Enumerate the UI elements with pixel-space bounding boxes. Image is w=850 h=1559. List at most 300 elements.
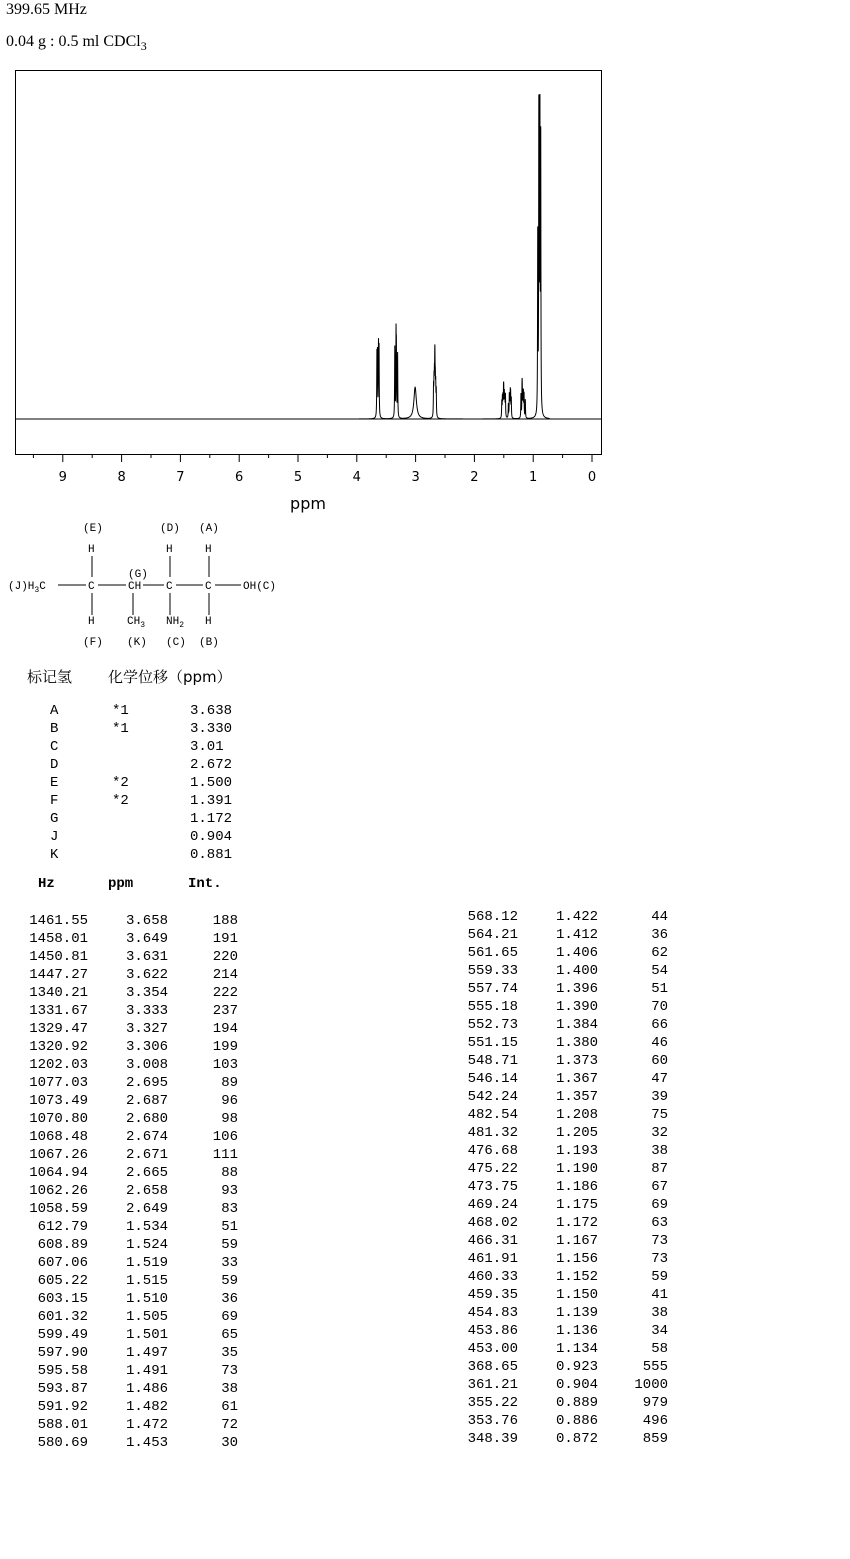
peak-intensity: 30	[221, 1435, 238, 1451]
shift-row	[50, 846, 232, 864]
peak-intensity: 36	[651, 927, 668, 943]
peak-row	[18, 1092, 238, 1110]
peak-row	[448, 1160, 668, 1178]
peak-ppm: 1.150	[555, 1287, 598, 1303]
peak-table-header	[38, 876, 222, 892]
peak-hz: 361.21	[467, 1377, 518, 1393]
peak-hz: 603.15	[37, 1291, 88, 1307]
peak-ppm: 1.412	[555, 927, 598, 943]
shift-row	[50, 738, 232, 756]
peak-ppm: 2.687	[125, 1093, 168, 1109]
peak-ppm: 1.186	[555, 1179, 598, 1195]
peak-row	[448, 926, 668, 944]
peak-intensity: 73	[651, 1233, 668, 1249]
peak-hz: 1067.26	[29, 1147, 88, 1163]
peak-hz: 460.33	[467, 1269, 518, 1285]
peak-hz: 1058.59	[29, 1201, 88, 1217]
peak-intensity: 67	[651, 1179, 668, 1195]
peak-hz: 595.58	[37, 1363, 88, 1379]
peak-hz: 461.91	[467, 1251, 518, 1267]
x-tick-label: 6	[235, 470, 244, 485]
peak-intensity: 194	[212, 1021, 238, 1037]
col-chemical-shift: 化学位移（ppm）	[108, 668, 232, 686]
peak-intensity: 41	[651, 1287, 668, 1303]
peak-list-right	[448, 908, 668, 1448]
peak-hz: 481.32	[467, 1125, 518, 1141]
shift-row	[50, 828, 232, 846]
shift-row	[50, 810, 232, 828]
peak-row	[448, 1322, 668, 1340]
peak-intensity: 59	[221, 1237, 238, 1253]
peak-row	[18, 1416, 238, 1434]
peak-intensity: 75	[651, 1107, 668, 1123]
peak-ppm: 1.400	[555, 963, 598, 979]
shift-note: *2	[112, 793, 129, 809]
peak-intensity: 70	[651, 999, 668, 1015]
peak-ppm: 1.396	[555, 981, 598, 997]
peak-row	[448, 1034, 668, 1052]
peak-ppm: 1.380	[555, 1035, 598, 1051]
shift-value: 0.904	[190, 829, 233, 845]
peak-row	[448, 1430, 668, 1448]
peak-intensity: 72	[221, 1417, 238, 1433]
peak-ppm: 1.193	[555, 1143, 598, 1159]
peak-intensity: 46	[651, 1035, 668, 1051]
peak-ppm: 1.139	[555, 1305, 598, 1321]
peak-ppm: 3.631	[125, 949, 168, 965]
ch3-group: $CH_3$	[127, 616, 146, 630]
shift-label: C	[50, 739, 59, 755]
peak-ppm: 1.472	[125, 1417, 168, 1433]
x-tick-label: 9	[58, 470, 67, 485]
peak-hz: 1062.26	[29, 1183, 88, 1199]
peak-hz: 453.00	[467, 1341, 518, 1357]
peak-row	[18, 1146, 238, 1164]
peak-intensity: 555	[642, 1359, 668, 1375]
peak-row	[448, 980, 668, 998]
peak-ppm: 2.658	[125, 1183, 168, 1199]
peak-hz: 557.74	[467, 981, 518, 997]
peak-row	[18, 1236, 238, 1254]
peak-hz: 355.22	[467, 1395, 518, 1411]
peak-hz: 564.21	[467, 927, 518, 943]
label-b: (B)	[199, 637, 219, 649]
peak-row	[448, 1250, 668, 1268]
peak-hz: 1068.48	[29, 1129, 88, 1145]
peak-hz: 552.73	[467, 1017, 518, 1033]
peak-intensity: 496	[642, 1413, 668, 1429]
peak-ppm: 1.134	[555, 1341, 598, 1357]
label-f: (F)	[83, 637, 103, 649]
peak-ppm: 1.208	[555, 1107, 598, 1123]
shift-value: 1.500	[190, 775, 233, 791]
peak-ppm: 1.515	[125, 1273, 168, 1289]
peak-ppm: 2.671	[125, 1147, 168, 1163]
shift-value: 0.881	[190, 847, 233, 863]
shift-row	[50, 702, 232, 720]
peak-intensity: 69	[221, 1309, 238, 1325]
peak-row	[448, 1304, 668, 1322]
peak-row	[448, 1214, 668, 1232]
peak-ppm: 0.889	[555, 1395, 598, 1411]
peak-ppm: 2.680	[125, 1111, 168, 1127]
peak-intensity: 89	[221, 1075, 238, 1091]
peak-row	[448, 1394, 668, 1412]
x-axis-ticks	[33, 454, 592, 462]
peak-hz: 1458.01	[29, 931, 88, 947]
shift-row	[50, 774, 232, 792]
peak-row	[18, 912, 238, 930]
peak-row	[18, 1326, 238, 1344]
shift-note: *2	[112, 775, 129, 791]
peak-row	[448, 1142, 668, 1160]
x-tick-label: 3	[411, 470, 420, 485]
peak-row	[448, 908, 668, 926]
peak-ppm: 1.190	[555, 1161, 598, 1177]
x-tick-label: 0	[587, 470, 597, 485]
peak-ppm: 0.886	[555, 1413, 598, 1429]
header-int: Int.	[188, 876, 222, 892]
solvent-subscript: 3	[140, 39, 147, 53]
peak-row	[448, 998, 668, 1016]
peak-hz: 588.01	[37, 1417, 88, 1433]
shift-value: 1.391	[190, 793, 233, 809]
peak-intensity: 61	[221, 1399, 238, 1415]
peak-ppm: 1.534	[125, 1219, 168, 1235]
peak-hz: 1320.92	[29, 1039, 88, 1055]
peak-row	[448, 1178, 668, 1196]
peak-row	[448, 1340, 668, 1358]
peak-intensity: 36	[221, 1291, 238, 1307]
shift-table-header	[27, 666, 232, 687]
peak-intensity: 103	[212, 1057, 238, 1073]
shift-label: F	[50, 793, 59, 809]
peak-ppm: 1.367	[555, 1071, 598, 1087]
peak-row	[18, 1398, 238, 1416]
peak-hz: 1073.49	[29, 1093, 88, 1109]
peak-ppm: 1.453	[125, 1435, 168, 1451]
peak-ppm: 0.904	[555, 1377, 598, 1393]
peak-hz: 599.49	[37, 1327, 88, 1343]
shift-label: E	[50, 775, 59, 791]
shift-label: B	[50, 721, 59, 737]
peak-row	[448, 1376, 668, 1394]
peak-row	[448, 1286, 668, 1304]
peak-row	[18, 1056, 238, 1074]
peak-ppm: 1.390	[555, 999, 598, 1015]
peak-ppm: 1.175	[555, 1197, 598, 1213]
peak-row	[18, 1218, 238, 1236]
peak-hz: 605.22	[37, 1273, 88, 1289]
peak-ppm: 1.373	[555, 1053, 598, 1069]
h-atom-e: H	[88, 544, 95, 556]
peak-ppm: 3.008	[125, 1057, 168, 1073]
peak-row	[18, 966, 238, 984]
spectrometer-frequency: 399.65 MHz	[6, 1, 87, 18]
peak-ppm: 3.354	[125, 985, 168, 1001]
solvent-text: 0.04 g : 0.5 ml CDCl	[6, 33, 141, 50]
peak-intensity: 62	[651, 945, 668, 961]
peak-hz: 607.06	[37, 1255, 88, 1271]
peak-intensity: 34	[651, 1323, 668, 1339]
peak-row	[18, 984, 238, 1002]
peak-intensity: 33	[221, 1255, 238, 1271]
peak-hz: 1202.03	[29, 1057, 88, 1073]
label-e: (E)	[83, 523, 103, 535]
peak-intensity: 111	[212, 1147, 238, 1163]
peak-ppm: 3.658	[125, 913, 168, 929]
x-tick-label: 5	[293, 470, 303, 485]
x-axis-tick-labels	[59, 470, 596, 485]
peak-intensity: 65	[221, 1327, 238, 1343]
peak-row	[448, 1070, 668, 1088]
peak-intensity: 59	[651, 1269, 668, 1285]
peak-hz: 475.22	[467, 1161, 518, 1177]
shift-label: G	[50, 811, 59, 827]
peak-ppm: 1.497	[125, 1345, 168, 1361]
sample-concentration	[6, 33, 147, 54]
peak-hz: 453.86	[467, 1323, 518, 1339]
shift-value: 3.638	[190, 703, 233, 719]
peak-ppm: 1.406	[555, 945, 598, 961]
shift-value: 1.172	[190, 811, 233, 827]
peak-ppm: 2.665	[125, 1165, 168, 1181]
peak-ppm: 1.482	[125, 1399, 168, 1415]
peak-ppm: 1.172	[555, 1215, 598, 1231]
molecular-structure	[0, 515, 300, 655]
peak-hz: 348.39	[467, 1431, 518, 1447]
peak-ppm: 1.524	[125, 1237, 168, 1253]
peak-hz: 548.71	[467, 1053, 518, 1069]
peak-intensity: 69	[651, 1197, 668, 1213]
shift-value: 3.01	[190, 739, 224, 755]
shift-label: A	[50, 703, 59, 719]
peak-hz: 1450.81	[29, 949, 88, 965]
oh-group: OH(C)	[243, 581, 277, 593]
peak-intensity: 38	[651, 1305, 668, 1321]
shift-row	[50, 792, 232, 810]
peak-intensity: 51	[651, 981, 668, 997]
peak-row	[448, 944, 668, 962]
peak-row	[18, 1128, 238, 1146]
shift-label: K	[50, 847, 59, 863]
shift-note: *1	[112, 703, 129, 719]
peak-ppm: 1.152	[555, 1269, 598, 1285]
peak-ppm: 1.501	[125, 1327, 168, 1343]
shift-note: *1	[112, 721, 129, 737]
peak-hz: 551.15	[467, 1035, 518, 1051]
nmr-spectrum-chart	[0, 60, 610, 520]
ch-group: CH	[128, 581, 142, 593]
peak-row	[18, 1272, 238, 1290]
peak-intensity: 59	[221, 1273, 238, 1289]
peak-hz: 459.35	[467, 1287, 518, 1303]
peak-row	[18, 1434, 238, 1452]
peak-hz: 1340.21	[29, 985, 88, 1001]
peak-hz: 597.90	[37, 1345, 88, 1361]
header-ppm: ppm	[108, 876, 134, 892]
label-d: (D)	[160, 523, 180, 535]
shift-row	[50, 756, 232, 774]
peak-hz: 466.31	[467, 1233, 518, 1249]
h-atom-f: H	[88, 616, 95, 628]
peak-intensity: 38	[651, 1143, 668, 1159]
peak-hz: 546.14	[467, 1071, 518, 1087]
spectrum-trace	[357, 95, 550, 419]
nh2-group: $NH_2$	[166, 616, 185, 630]
peak-intensity: 51	[221, 1219, 238, 1235]
peak-hz: 468.02	[467, 1215, 518, 1231]
peak-row	[448, 1232, 668, 1250]
peak-row	[448, 962, 668, 980]
peak-list-left	[18, 912, 238, 1452]
peak-intensity: 222	[212, 985, 238, 1001]
peak-ppm: 3.622	[125, 967, 168, 983]
peak-intensity: 47	[651, 1071, 668, 1087]
plot-frame	[16, 71, 602, 455]
peak-ppm: 1.486	[125, 1381, 168, 1397]
peak-ppm: 3.306	[125, 1039, 168, 1055]
peak-hz: 469.24	[467, 1197, 518, 1213]
peak-intensity: 106	[212, 1129, 238, 1145]
label-c: (C)	[166, 637, 186, 649]
peak-hz: 1461.55	[29, 913, 88, 929]
peak-ppm: 1.491	[125, 1363, 168, 1379]
peak-row	[18, 948, 238, 966]
peak-intensity: 859	[642, 1431, 668, 1447]
peak-hz: 555.18	[467, 999, 518, 1015]
peak-ppm: 3.649	[125, 931, 168, 947]
peak-intensity: 35	[221, 1345, 238, 1361]
peak-row	[18, 1002, 238, 1020]
peak-intensity: 96	[221, 1093, 238, 1109]
peak-intensity: 54	[651, 963, 668, 979]
peak-intensity: 220	[212, 949, 238, 965]
peak-hz: 1077.03	[29, 1075, 88, 1091]
peak-row	[448, 1052, 668, 1070]
peak-row	[448, 1016, 668, 1034]
x-tick-label: 8	[117, 470, 126, 485]
peak-hz: 1331.67	[29, 1003, 88, 1019]
col-hydrogen-label: 标记氢	[27, 668, 73, 686]
peak-row	[18, 1254, 238, 1272]
peak-ppm: 0.872	[555, 1431, 598, 1447]
peak-intensity: 1000	[634, 1377, 668, 1393]
label-g: (G)	[128, 569, 148, 581]
peak-row	[448, 1124, 668, 1142]
peak-intensity: 188	[212, 913, 238, 929]
peak-ppm: 1.505	[125, 1309, 168, 1325]
peak-hz: 580.69	[37, 1435, 88, 1451]
peak-ppm: 2.674	[125, 1129, 168, 1145]
peak-hz: 559.33	[467, 963, 518, 979]
peak-row	[18, 1200, 238, 1218]
shift-value: 3.330	[190, 721, 233, 737]
peak-ppm: 1.519	[125, 1255, 168, 1271]
peak-hz: 593.87	[37, 1381, 88, 1397]
peak-intensity: 66	[651, 1017, 668, 1033]
peak-hz: 612.79	[37, 1219, 88, 1235]
shift-value: 2.672	[190, 757, 233, 773]
h-atom-d: H	[166, 544, 173, 556]
peak-ppm: 3.333	[125, 1003, 168, 1019]
peak-intensity: 83	[221, 1201, 238, 1217]
shift-label: J	[50, 829, 59, 845]
peak-hz: 476.68	[467, 1143, 518, 1159]
peak-intensity: 98	[221, 1111, 238, 1127]
peak-intensity: 58	[651, 1341, 668, 1357]
peak-intensity: 199	[212, 1039, 238, 1055]
shift-label: D	[50, 757, 59, 773]
peak-row	[448, 1106, 668, 1124]
peak-row	[18, 930, 238, 948]
peak-intensity: 32	[651, 1125, 668, 1141]
peak-intensity: 39	[651, 1089, 668, 1105]
peak-row	[18, 1020, 238, 1038]
peak-hz: 561.65	[467, 945, 518, 961]
peak-hz: 482.54	[467, 1107, 518, 1123]
peak-row	[448, 1358, 668, 1376]
peak-row	[18, 1308, 238, 1326]
peak-ppm: 1.156	[555, 1251, 598, 1267]
peak-ppm: 1.357	[555, 1089, 598, 1105]
peak-row	[18, 1164, 238, 1182]
peak-intensity: 88	[221, 1165, 238, 1181]
j-methyl: $(J)H_3C$	[8, 581, 46, 595]
label-a: (A)	[199, 523, 219, 535]
peak-hz: 353.76	[467, 1413, 518, 1429]
peak-row	[448, 1196, 668, 1214]
carbon-d: C	[166, 581, 173, 593]
peak-row	[18, 1380, 238, 1398]
peak-ppm: 1.384	[555, 1017, 598, 1033]
peak-ppm: 3.327	[125, 1021, 168, 1037]
peak-intensity: 38	[221, 1381, 238, 1397]
peak-row	[448, 1088, 668, 1106]
header-hz: Hz	[38, 876, 55, 892]
peak-ppm: 0.923	[555, 1359, 598, 1375]
peak-intensity: 93	[221, 1183, 238, 1199]
peak-ppm: 1.422	[555, 909, 598, 925]
peak-hz: 1070.80	[29, 1111, 88, 1127]
peak-row	[18, 1344, 238, 1362]
peak-intensity: 63	[651, 1215, 668, 1231]
peak-row	[18, 1182, 238, 1200]
peak-row	[18, 1362, 238, 1380]
peak-hz: 1447.27	[29, 967, 88, 983]
peak-ppm: 2.649	[125, 1201, 168, 1217]
h-atom-b: H	[205, 616, 212, 628]
x-axis-label: ppm	[290, 494, 326, 513]
peak-intensity: 44	[651, 909, 668, 925]
peak-intensity: 191	[212, 931, 238, 947]
peak-intensity: 214	[212, 967, 238, 983]
peak-row	[18, 1290, 238, 1308]
peak-intensity: 237	[212, 1003, 238, 1019]
peak-row	[448, 1412, 668, 1430]
shift-table	[50, 702, 232, 864]
carbon-ab: C	[205, 581, 212, 593]
peak-ppm: 1.136	[555, 1323, 598, 1339]
peak-hz: 368.65	[467, 1359, 518, 1375]
peak-ppm: 1.167	[555, 1233, 598, 1249]
label-k: (K)	[127, 637, 147, 649]
shift-row	[50, 720, 232, 738]
peak-ppm: 2.695	[125, 1075, 168, 1091]
peak-hz: 591.92	[37, 1399, 88, 1415]
x-tick-label: 7	[176, 470, 185, 485]
peak-row	[18, 1110, 238, 1128]
